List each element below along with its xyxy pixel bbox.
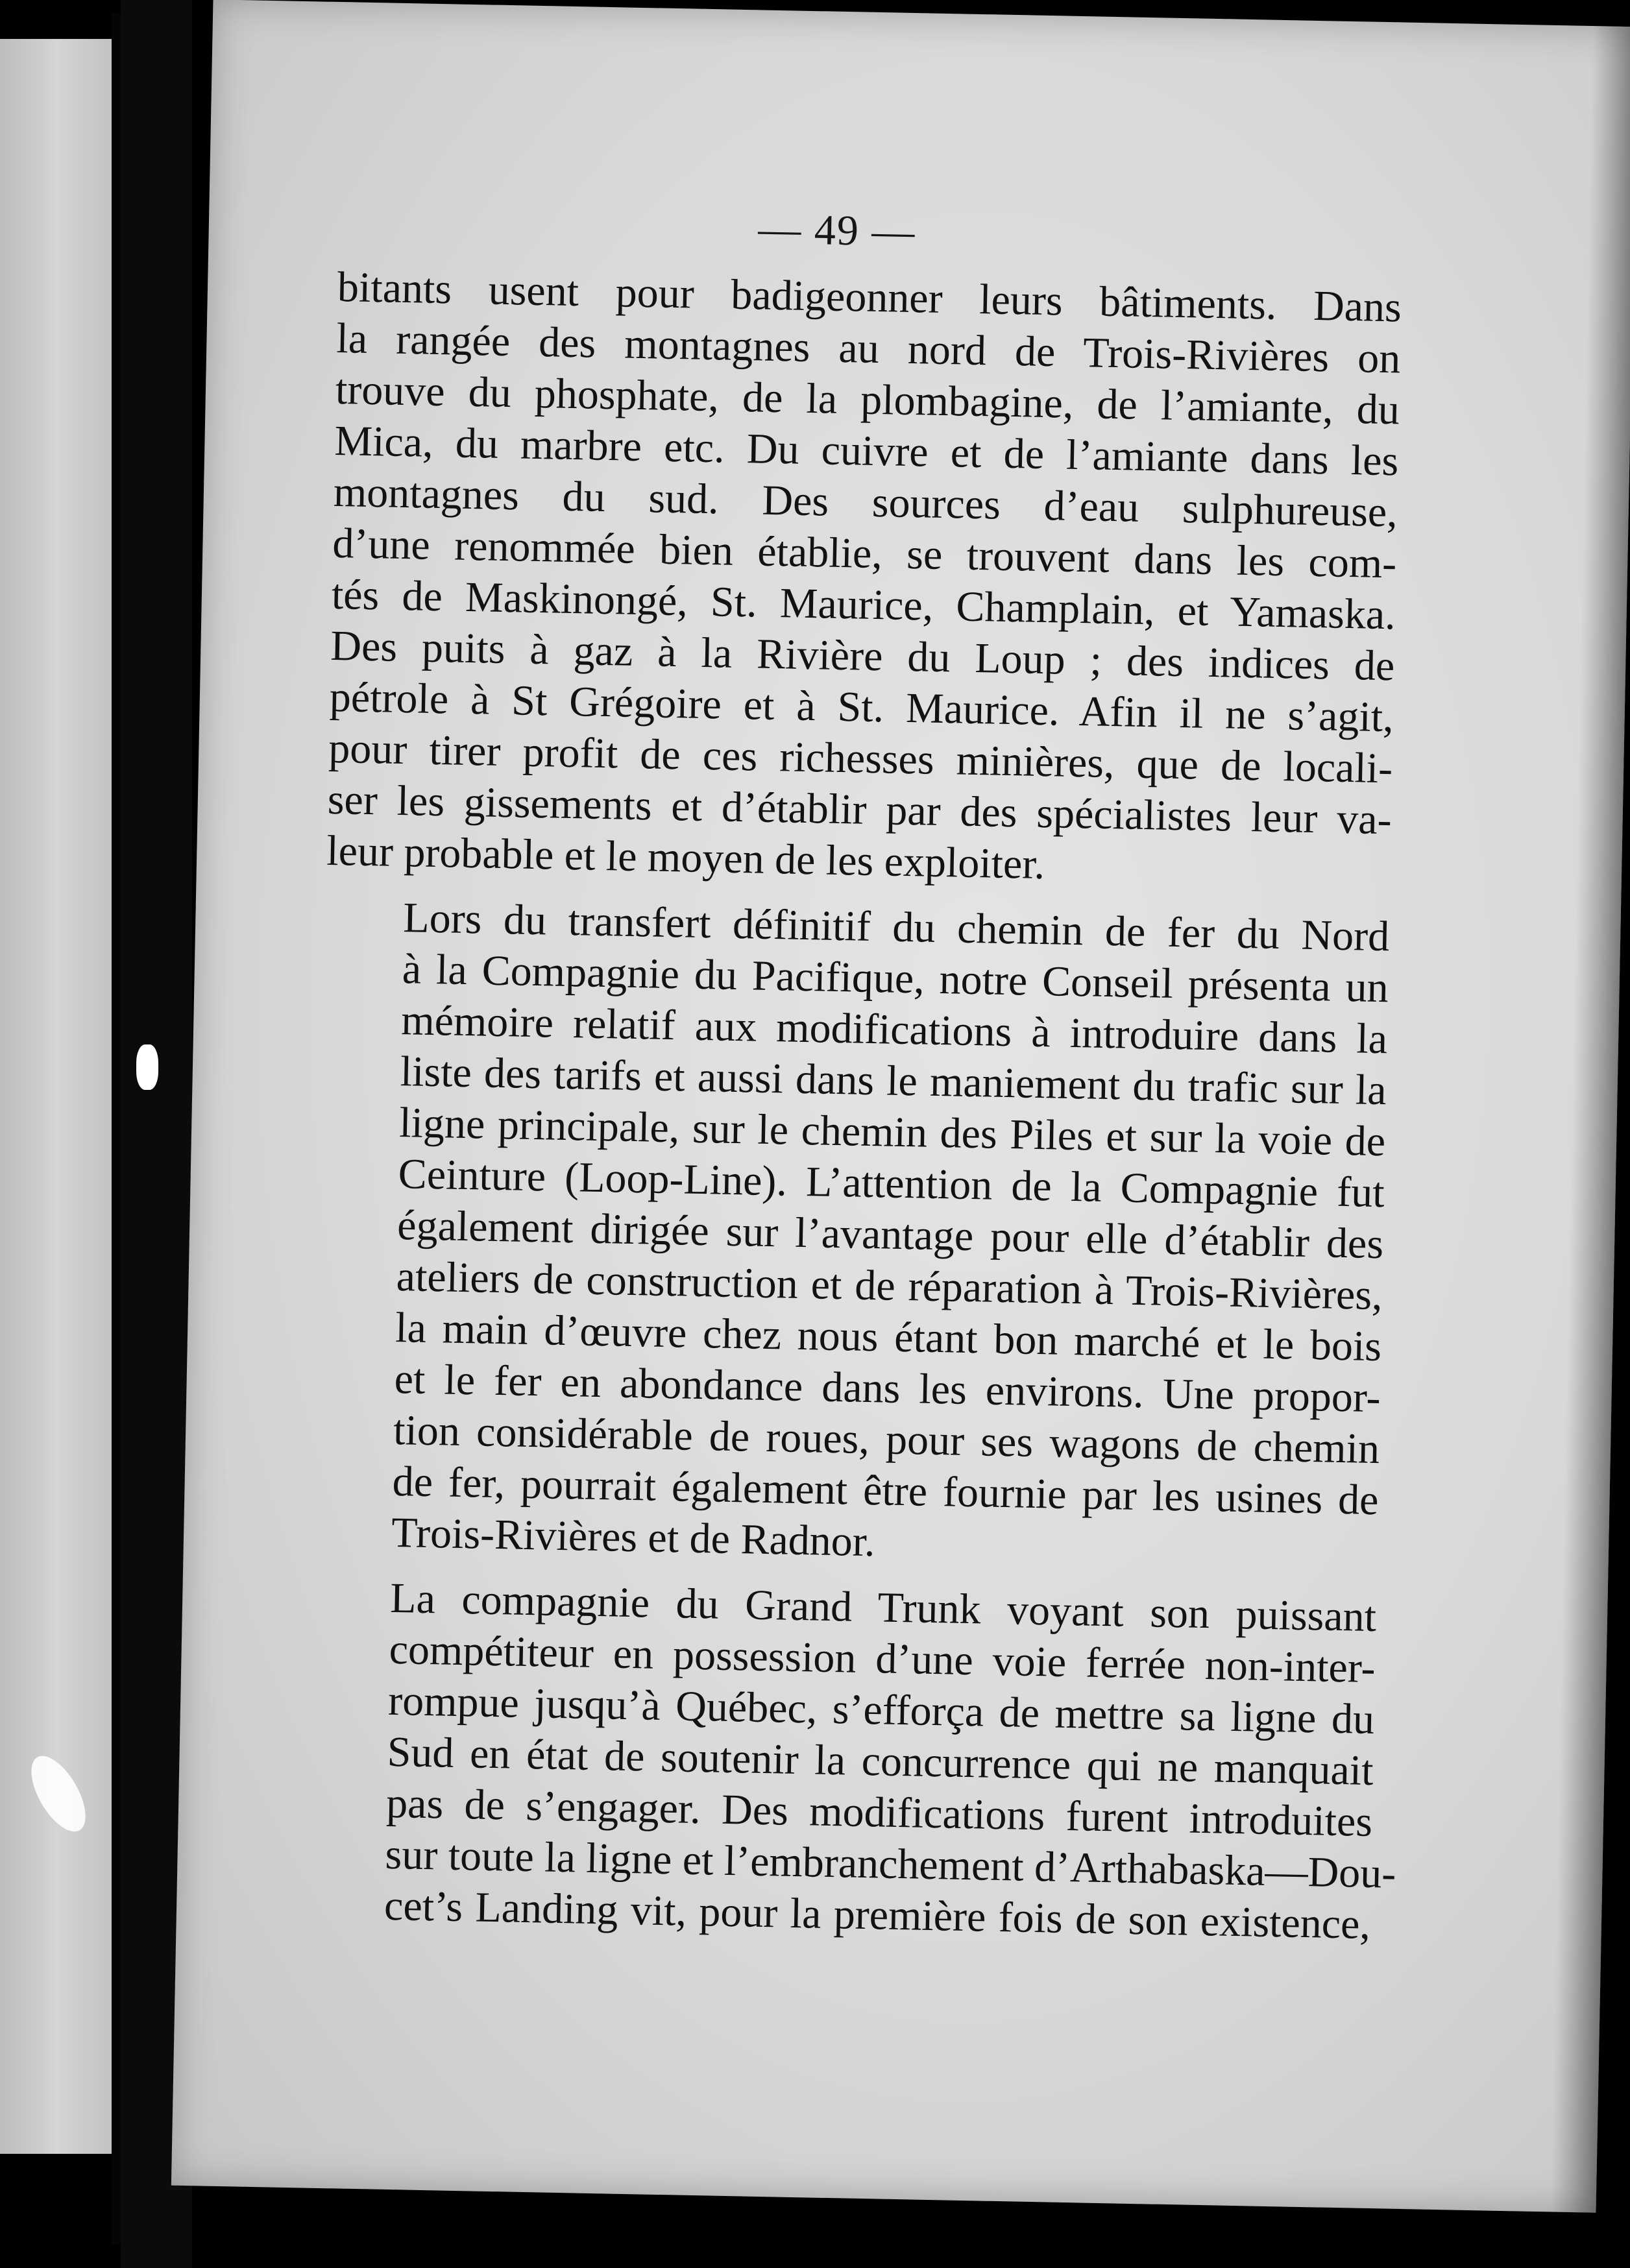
text-line: de fer, pourrait également être fournie par les usines de: [392, 1457, 1380, 1525]
text-line: liste des tarifs et aussi dans le maniement du trafic sur la: [400, 1048, 1387, 1115]
text-line: tion considérable de roues, pour ses wagons de chemin: [393, 1406, 1380, 1473]
paragraph-1: [326, 261, 1402, 897]
book-page: [171, 0, 1630, 2213]
text-line: Des puits à gaz à la Rivière du Loup ; des indices de: [330, 621, 1395, 690]
text-line: Ceinture (Loop-Line). L’attention de la Compagnie fut: [398, 1150, 1385, 1217]
text-line: cet’s Landing vit, pour la première fois de son existence,: [383, 1881, 1371, 1949]
text-line: La compagnie du Grand Trunk voyant son puissant: [389, 1574, 1377, 1641]
text-line: bitants usent pour badigeonner leurs bâtiments. Dans: [337, 263, 1402, 332]
text-line: ligne principale, sur le chemin des Piles et sur la voie de: [398, 1099, 1386, 1166]
page-edge-shadow: [1550, 26, 1630, 2213]
text-line: également dirigée sur l’avantage pour elle d’établir des: [396, 1201, 1384, 1268]
text-line: Lors du transfert définitif du chemin de fer du Nord: [402, 894, 1390, 961]
text-line: mémoire relatif aux modifications à introduire dans la: [400, 996, 1388, 1063]
scan-blemish: [136, 1044, 158, 1090]
text-line: la rangée des montagnes au nord de Trois-Rivières on: [335, 314, 1401, 383]
page-number: — 49 —: [757, 205, 917, 256]
text-line: pour tirer profit de ces richesses minières, que de locali-: [328, 724, 1393, 793]
binding-rule: [112, 13, 121, 2245]
text-line: pas de s’engager. Des modifications furent introduites: [385, 1779, 1373, 1846]
text-line: trouve du phosphate, de la plombagine, de l’amiante, du: [335, 365, 1400, 434]
text-line: ateliers de construction et de réparation à Trois-Rivières,: [396, 1253, 1383, 1320]
text-line: Trois-Rivières et de Radnor.: [391, 1508, 876, 1566]
text-line: Sud en état de soutenir la concurrence qui ne manquait: [387, 1728, 1374, 1795]
text-line: sur toute la ligne et l’embranchement d’Arthabaska—Dou-: [385, 1830, 1396, 1898]
text-line: montagnes du sud. Des sources d’eau sulphureuse,: [333, 468, 1398, 537]
body-text: [306, 261, 1402, 1950]
text-line: la main d’œuvre chez nous étant bon marché et le bois: [395, 1304, 1382, 1371]
previous-page-edge: [0, 39, 114, 2154]
text-line: Mica, du marbre etc. Du cuivre et de l’amiante dans les: [334, 416, 1399, 485]
text-line: ser les gissements et d’établir par des spécialistes leur va-: [327, 775, 1393, 844]
text-line: et le fer en abondance dans les environs. Une propor-: [394, 1355, 1381, 1422]
text-line: à la Compagnie du Pacifique, notre Conseil présenta un: [402, 945, 1389, 1012]
text-line: pétrole à St Grégoire et à St. Maurice. Afin il ne s’agit,: [329, 673, 1394, 742]
text-line: tés de Maskinongé, St. Maurice, Champlain, et Yamaska.: [331, 570, 1396, 639]
paragraph-3: [306, 1571, 1396, 1950]
text-line: d’une renommée bien établie, se trouvent dans les com-: [332, 519, 1397, 588]
text-line: compétiteur en possession d’une voie ferrée non-inter-: [389, 1625, 1376, 1693]
paragraph-2: [313, 891, 1389, 1577]
text-line: leur probable et le moyen de les exploiter.: [326, 826, 1045, 889]
text-line: rompue jusqu’à Québec, s’efforça de mettre sa ligne du: [387, 1676, 1375, 1744]
